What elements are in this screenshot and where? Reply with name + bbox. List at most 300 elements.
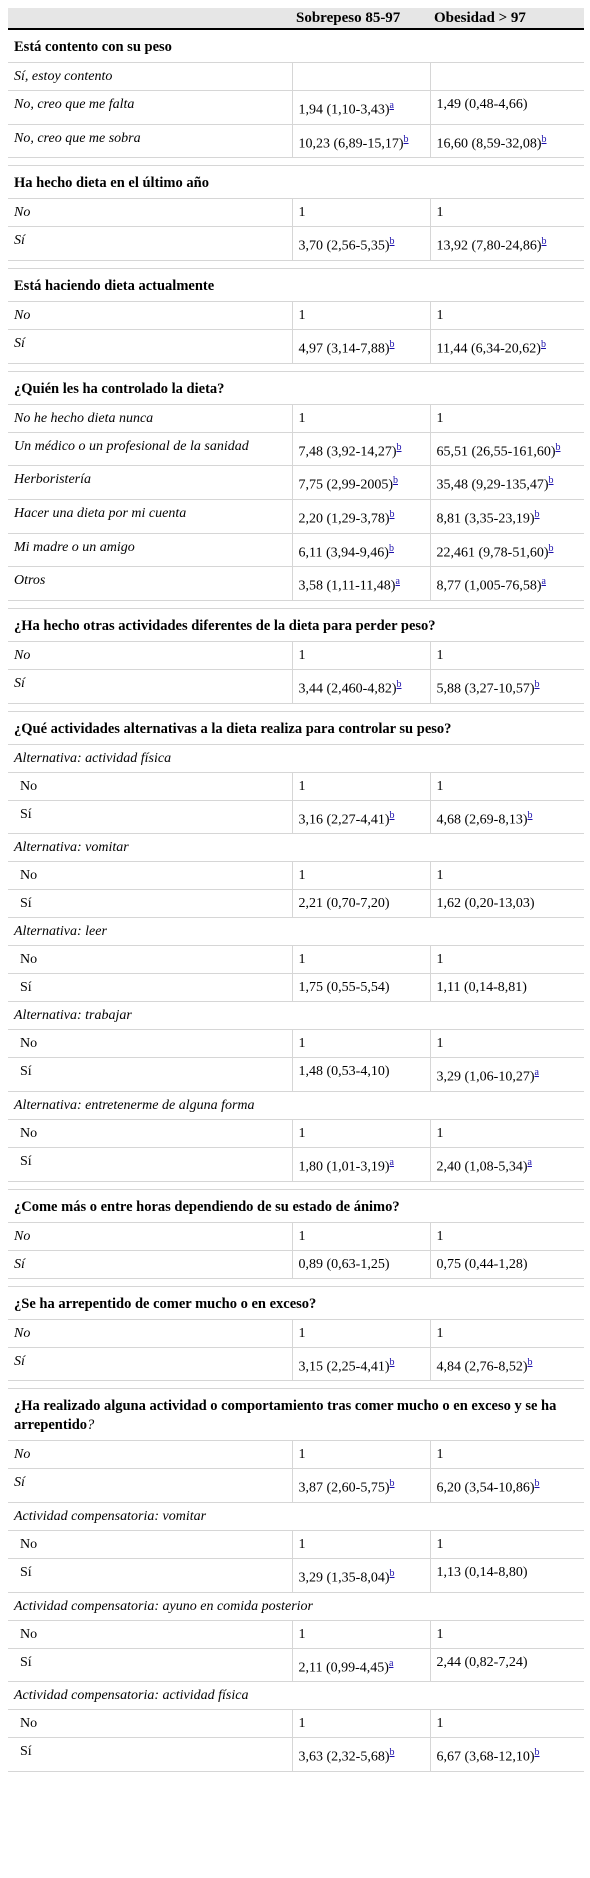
table-header-row bbox=[8, 8, 584, 29]
row-label: No bbox=[8, 301, 292, 329]
footnote-sup bbox=[390, 234, 395, 247]
table-row bbox=[8, 199, 584, 227]
footnote-sup bbox=[549, 473, 554, 486]
table-row bbox=[8, 1441, 584, 1469]
value-sobrepeso-cell bbox=[292, 124, 430, 158]
footnote-link[interactable]: b bbox=[389, 338, 395, 350]
footnote-sup bbox=[393, 473, 398, 486]
row-label: No bbox=[8, 1530, 292, 1558]
row-label: ¿Ha realizado alguna actividad o comportamiento tras comer mucho o en exceso y se ha arrepentido bbox=[14, 1398, 557, 1434]
row-label: Está contento con su peso bbox=[14, 39, 172, 55]
row-label: No bbox=[8, 1222, 292, 1250]
footnote-link[interactable]: b bbox=[389, 1356, 395, 1368]
row-label: No bbox=[8, 1030, 292, 1058]
value-obesidad-cell bbox=[430, 974, 584, 1002]
footnote-link[interactable]: b bbox=[548, 542, 554, 554]
spacer-cell bbox=[8, 363, 584, 371]
value-obesidad: 35,48 (9,29-135,47) bbox=[436, 477, 549, 493]
footnote-link[interactable]: a bbox=[389, 1156, 394, 1168]
value-obesidad-cell bbox=[430, 890, 584, 918]
row-label: Otros bbox=[8, 567, 292, 601]
footnote-link[interactable]: b bbox=[555, 441, 561, 453]
group-title bbox=[8, 1592, 584, 1620]
section-title bbox=[8, 608, 584, 641]
footnote-sup bbox=[390, 1155, 394, 1168]
footnote-link[interactable]: b bbox=[389, 809, 395, 821]
section-header-row bbox=[8, 371, 584, 404]
footnote-sup bbox=[535, 677, 540, 690]
row-label: ¿Ha hecho otras actividades diferentes de la dieta para perder peso? bbox=[14, 617, 436, 634]
value-obesidad-cell bbox=[430, 91, 584, 125]
section-title bbox=[8, 268, 584, 301]
value-sobrepeso: 3,16 (2,27-4,41) bbox=[298, 812, 390, 828]
value-sobrepeso-cell bbox=[292, 1119, 430, 1147]
footnote-sup bbox=[397, 440, 402, 453]
footnote-link[interactable]: b bbox=[540, 338, 546, 350]
spacer-row bbox=[8, 260, 584, 268]
row-label: Sí bbox=[8, 669, 292, 703]
value-obesidad-cell bbox=[430, 1648, 584, 1682]
row-label: Sí bbox=[8, 227, 292, 261]
value-sobrepeso: 3,15 (2,25-4,41) bbox=[298, 1359, 390, 1375]
value-sobrepeso: 7,75 (2,99-2005) bbox=[298, 477, 393, 493]
value-sobrepeso-cell bbox=[292, 91, 430, 125]
value-sobrepeso: 1,75 (0,55-5,54) bbox=[298, 980, 390, 996]
value-obesidad: 1 bbox=[436, 1447, 444, 1463]
value-sobrepeso-cell bbox=[292, 63, 430, 91]
footnote-link[interactable]: a bbox=[527, 1156, 532, 1168]
footnote-sup bbox=[390, 1745, 395, 1758]
value-sobrepeso: 3,44 (2,460-4,82) bbox=[298, 681, 397, 697]
footnote-link[interactable]: b bbox=[393, 475, 398, 487]
footnote-link[interactable]: b bbox=[541, 236, 547, 248]
table-row bbox=[8, 1222, 584, 1250]
value-obesidad: 6,20 (3,54-10,86) bbox=[436, 1480, 535, 1496]
row-label: Herboristería bbox=[8, 466, 292, 500]
value-sobrepeso: 4,97 (3,14-7,88) bbox=[298, 341, 390, 357]
value-obesidad-cell bbox=[430, 1222, 584, 1250]
footnote-link[interactable]: b bbox=[389, 1478, 395, 1490]
value-sobrepeso: 0,89 (0,63-1,25) bbox=[298, 1256, 390, 1272]
value-obesidad-cell bbox=[430, 533, 584, 567]
value-sobrepeso: 1 bbox=[298, 778, 306, 794]
section-title bbox=[8, 1189, 584, 1222]
footnote-sup bbox=[542, 132, 547, 145]
value-obesidad: 1 bbox=[436, 205, 444, 221]
row-label: Sí bbox=[8, 1058, 292, 1092]
row-label: No bbox=[8, 946, 292, 974]
value-sobrepeso-cell bbox=[292, 1441, 430, 1469]
footnote-link[interactable]: b bbox=[527, 809, 533, 821]
row-label: No, creo que me sobra bbox=[8, 124, 292, 158]
footnote-link[interactable]: b bbox=[548, 475, 554, 487]
row-label: No bbox=[8, 1119, 292, 1147]
value-obesidad: 1 bbox=[436, 307, 444, 323]
value-obesidad-cell bbox=[430, 1030, 584, 1058]
value-obesidad: 11,44 (6,34-20,62) bbox=[436, 341, 541, 357]
table-row bbox=[8, 63, 584, 91]
value-sobrepeso: 1 bbox=[298, 410, 306, 426]
footnote-link[interactable]: b bbox=[389, 1567, 395, 1579]
value-obesidad: 1 bbox=[436, 952, 444, 968]
value-obesidad-cell bbox=[430, 1710, 584, 1738]
row-label: Hacer una dieta por mi cuenta bbox=[8, 499, 292, 533]
value-sobrepeso-cell bbox=[292, 499, 430, 533]
row-label: Sí bbox=[8, 1147, 292, 1181]
value-obesidad: 8,81 (3,35-23,19) bbox=[436, 511, 535, 527]
section-header-row bbox=[8, 608, 584, 641]
table-row bbox=[8, 890, 584, 918]
table-row bbox=[8, 1469, 584, 1503]
footnote-link[interactable]: b bbox=[534, 678, 540, 690]
value-sobrepeso: 1 bbox=[298, 1626, 306, 1642]
value-obesidad: 16,60 (8,59-32,08) bbox=[436, 136, 542, 152]
footnote-sup bbox=[390, 98, 394, 111]
row-label: Un médico o un profesional de la sanidad bbox=[8, 432, 292, 466]
table-row bbox=[8, 301, 584, 329]
value-obesidad: 1 bbox=[436, 1325, 444, 1341]
footnote-link[interactable]: b bbox=[534, 1747, 540, 1759]
table-row bbox=[8, 1250, 584, 1278]
value-sobrepeso: 1 bbox=[298, 1228, 306, 1244]
value-obesidad-cell bbox=[430, 1620, 584, 1648]
value-obesidad: 1,62 (0,20-13,03) bbox=[436, 896, 535, 912]
table-row bbox=[8, 641, 584, 669]
group-header-row bbox=[8, 1091, 584, 1119]
row-label: Sí bbox=[8, 1558, 292, 1592]
value-sobrepeso-cell bbox=[292, 1030, 430, 1058]
footnote-sup bbox=[395, 574, 399, 587]
footnote-sup bbox=[390, 1355, 395, 1368]
footnote-link[interactable]: b bbox=[388, 542, 394, 554]
spacer-row bbox=[8, 363, 584, 371]
value-obesidad-cell bbox=[430, 567, 584, 601]
section-header-row bbox=[8, 1189, 584, 1222]
value-sobrepeso-cell bbox=[292, 404, 430, 432]
value-sobrepeso: 6,11 (3,94-9,46) bbox=[298, 545, 389, 561]
row-label: Alternativa: vomitar bbox=[14, 840, 129, 856]
row-label: ¿Quién les ha controlado la dieta? bbox=[14, 380, 225, 397]
value-obesidad: 13,92 (7,80-24,86) bbox=[436, 238, 542, 254]
table-row bbox=[8, 1648, 584, 1682]
value-obesidad-cell bbox=[430, 1738, 584, 1772]
value-obesidad: 4,84 (2,76-8,52) bbox=[436, 1359, 528, 1375]
group-header-row bbox=[8, 834, 584, 862]
footnote-sup bbox=[542, 574, 546, 587]
footnote-sup bbox=[535, 507, 540, 520]
footnote-sup bbox=[535, 1745, 540, 1758]
group-header-row bbox=[8, 1502, 584, 1530]
table-row bbox=[8, 669, 584, 703]
footnote-link[interactable]: a bbox=[534, 1067, 539, 1079]
table-row bbox=[8, 91, 584, 125]
row-label: No bbox=[8, 199, 292, 227]
table-row bbox=[8, 1710, 584, 1738]
row-label: Alternativa: leer bbox=[14, 924, 107, 940]
footnote-sup bbox=[404, 132, 409, 145]
row-label: Alternativa: actividad física bbox=[14, 750, 172, 766]
value-sobrepeso: 3,87 (2,60-5,75) bbox=[298, 1480, 390, 1496]
value-sobrepeso: 1,48 (0,53-4,10) bbox=[298, 1064, 390, 1080]
table-row bbox=[8, 499, 584, 533]
value-obesidad-cell bbox=[430, 329, 584, 363]
row-label: No, creo que me falta bbox=[8, 91, 292, 125]
footnote-link[interactable]: b bbox=[534, 1478, 540, 1490]
value-sobrepeso-cell bbox=[292, 329, 430, 363]
table-row bbox=[8, 772, 584, 800]
row-label: No bbox=[8, 1710, 292, 1738]
value-obesidad-cell bbox=[430, 301, 584, 329]
value-sobrepeso-cell bbox=[292, 1648, 430, 1682]
footnote-link[interactable]: b bbox=[396, 678, 402, 690]
value-obesidad: 1 bbox=[436, 1125, 444, 1141]
value-sobrepeso-cell bbox=[292, 890, 430, 918]
row-label: Está haciendo dieta actualmente bbox=[14, 277, 215, 294]
section-header-row bbox=[8, 268, 584, 301]
value-sobrepeso: 1,80 (1,01-3,19) bbox=[298, 1159, 390, 1175]
table-row bbox=[8, 1147, 584, 1181]
row-label: No he hecho dieta nunca bbox=[8, 404, 292, 432]
value-obesidad: 22,461 (9,78-51,60) bbox=[436, 545, 549, 561]
value-sobrepeso-cell bbox=[292, 800, 430, 834]
value-sobrepeso-cell bbox=[292, 1710, 430, 1738]
section-title bbox=[8, 1286, 584, 1319]
section-title bbox=[8, 29, 584, 63]
footnote-sup bbox=[549, 541, 554, 554]
row-label: Alternativa: trabajar bbox=[14, 1008, 132, 1024]
spacer-cell bbox=[8, 158, 584, 166]
table-row bbox=[8, 800, 584, 834]
value-sobrepeso: 2,20 (1,29-3,78) bbox=[298, 511, 390, 527]
group-title bbox=[8, 1682, 584, 1710]
row-label: No bbox=[8, 1319, 292, 1347]
section-title bbox=[8, 371, 584, 404]
value-obesidad-cell bbox=[430, 1147, 584, 1181]
value-sobrepeso-cell bbox=[292, 432, 430, 466]
footnote-sup bbox=[535, 1065, 539, 1078]
value-sobrepeso-cell bbox=[292, 1147, 430, 1181]
value-obesidad-cell bbox=[430, 800, 584, 834]
footnote-sup bbox=[389, 541, 394, 554]
footnote-link[interactable]: a bbox=[388, 1657, 394, 1669]
row-label: Sí bbox=[8, 1347, 292, 1381]
spacer-cell bbox=[8, 703, 584, 711]
group-title bbox=[8, 1002, 584, 1030]
value-obesidad: 1 bbox=[436, 778, 444, 794]
spacer-row bbox=[8, 703, 584, 711]
value-sobrepeso: 1 bbox=[298, 1125, 306, 1141]
table-row bbox=[8, 227, 584, 261]
footnote-link[interactable]: b bbox=[541, 133, 547, 145]
group-header-row bbox=[8, 918, 584, 946]
row-label: Sí bbox=[8, 890, 292, 918]
label-tail: ? bbox=[87, 1417, 95, 1434]
value-sobrepeso-cell bbox=[292, 946, 430, 974]
group-header-row bbox=[8, 1592, 584, 1620]
value-sobrepeso-cell bbox=[292, 301, 430, 329]
row-label: Sí bbox=[8, 974, 292, 1002]
value-sobrepeso: 2,11 (0,99-4,45) bbox=[298, 1660, 389, 1676]
value-sobrepeso: 1,94 (1,10-3,43) bbox=[298, 102, 390, 118]
value-sobrepeso: 1 bbox=[298, 1447, 306, 1463]
value-obesidad-cell bbox=[430, 124, 584, 158]
footnote-link[interactable]: a bbox=[541, 576, 546, 588]
value-obesidad-cell bbox=[430, 1441, 584, 1469]
footnote-link[interactable]: b bbox=[396, 441, 402, 453]
spacer-cell bbox=[8, 1381, 584, 1389]
footnote-link[interactable]: b bbox=[403, 133, 409, 145]
footnote-link[interactable]: b bbox=[534, 508, 540, 520]
section-title bbox=[8, 166, 584, 199]
section-header-row bbox=[8, 711, 584, 744]
footnote-link[interactable]: b bbox=[527, 1356, 533, 1368]
value-obesidad: 1 bbox=[436, 410, 444, 426]
value-obesidad: 1 bbox=[436, 1716, 444, 1732]
footnote-link[interactable]: b bbox=[389, 508, 395, 520]
footnote-link[interactable]: b bbox=[389, 1747, 395, 1759]
section-title bbox=[8, 1389, 584, 1441]
value-sobrepeso: 3,70 (2,56-5,35) bbox=[298, 238, 390, 254]
value-sobrepeso-cell bbox=[292, 1347, 430, 1381]
value-sobrepeso: 7,48 (3,92-14,27) bbox=[298, 444, 397, 460]
footnote-sup bbox=[397, 677, 402, 690]
value-sobrepeso-cell bbox=[292, 974, 430, 1002]
value-obesidad: 1 bbox=[436, 1228, 444, 1244]
row-label: Actividad compensatoria: vomitar bbox=[14, 1508, 207, 1524]
value-sobrepeso-cell bbox=[292, 1250, 430, 1278]
section-header-row bbox=[8, 1389, 584, 1441]
footnote-sup bbox=[390, 1476, 395, 1489]
value-sobrepeso-cell bbox=[292, 1620, 430, 1648]
spacer-row bbox=[8, 1381, 584, 1389]
footnote-link[interactable]: a bbox=[395, 576, 400, 588]
table-row bbox=[8, 567, 584, 601]
value-sobrepeso-cell bbox=[292, 1469, 430, 1503]
row-label: Ha hecho dieta en el último año bbox=[14, 175, 209, 192]
value-sobrepeso: 1 bbox=[298, 1036, 306, 1052]
value-sobrepeso-cell bbox=[292, 772, 430, 800]
row-label: Sí bbox=[8, 1738, 292, 1772]
value-obesidad-cell bbox=[430, 946, 584, 974]
table-row bbox=[8, 1319, 584, 1347]
value-obesidad-cell bbox=[430, 772, 584, 800]
value-obesidad-cell bbox=[430, 63, 584, 91]
value-sobrepeso: 1 bbox=[298, 647, 306, 663]
value-obesidad-cell bbox=[430, 1119, 584, 1147]
footnote-sup bbox=[528, 1155, 532, 1168]
row-label: No bbox=[8, 772, 292, 800]
table-row bbox=[8, 1347, 584, 1381]
section-header-row bbox=[8, 29, 584, 63]
footnote-link[interactable]: b bbox=[389, 236, 395, 248]
value-sobrepeso-cell bbox=[292, 1319, 430, 1347]
value-sobrepeso-cell bbox=[292, 1058, 430, 1092]
value-obesidad: 3,29 (1,06-10,27) bbox=[436, 1069, 535, 1085]
row-label: Sí bbox=[8, 1648, 292, 1682]
value-obesidad: 4,68 (2,69-8,13) bbox=[436, 812, 528, 828]
row-label: No bbox=[8, 641, 292, 669]
group-title bbox=[8, 1502, 584, 1530]
value-sobrepeso: 3,29 (1,35-8,04) bbox=[298, 1570, 390, 1586]
value-obesidad: 1,49 (0,48-4,66) bbox=[436, 97, 528, 112]
group-header-row bbox=[8, 744, 584, 772]
table-row bbox=[8, 432, 584, 466]
value-sobrepeso: 3,63 (2,32-5,68) bbox=[298, 1749, 390, 1765]
value-obesidad: 0,75 (0,44-1,28) bbox=[436, 1256, 528, 1272]
value-obesidad-cell bbox=[430, 1469, 584, 1503]
value-sobrepeso: 1 bbox=[298, 952, 306, 968]
table-row bbox=[8, 974, 584, 1002]
row-label: Sí bbox=[8, 1250, 292, 1278]
row-label: Sí bbox=[8, 1469, 292, 1503]
group-title bbox=[8, 1091, 584, 1119]
value-obesidad: 2,40 (1,08-5,34) bbox=[436, 1159, 528, 1175]
table-row bbox=[8, 1030, 584, 1058]
value-obesidad-cell bbox=[430, 432, 584, 466]
odds-ratio-table bbox=[8, 8, 584, 1772]
footnote-sup bbox=[556, 440, 561, 453]
table-row bbox=[8, 1620, 584, 1648]
value-obesidad: 1 bbox=[436, 1036, 444, 1052]
group-title bbox=[8, 834, 584, 862]
value-obesidad: 1,13 (0,14-8,80) bbox=[436, 1564, 528, 1580]
group-title bbox=[8, 744, 584, 772]
value-obesidad: 1 bbox=[436, 868, 444, 884]
value-sobrepeso: 3,58 (1,11-11,48) bbox=[298, 578, 396, 594]
value-obesidad-cell bbox=[430, 404, 584, 432]
value-sobrepeso-cell bbox=[292, 862, 430, 890]
table-row bbox=[8, 466, 584, 500]
value-sobrepeso-cell bbox=[292, 199, 430, 227]
value-sobrepeso: 1 bbox=[298, 205, 306, 221]
section-header-row bbox=[8, 166, 584, 199]
section-header-row bbox=[8, 1286, 584, 1319]
group-header-row bbox=[8, 1002, 584, 1030]
value-obesidad: 5,88 (3,27-10,57) bbox=[436, 681, 535, 697]
value-obesidad: 1 bbox=[436, 1536, 444, 1552]
table-row bbox=[8, 1530, 584, 1558]
value-obesidad-cell bbox=[430, 1347, 584, 1381]
table-row bbox=[8, 946, 584, 974]
value-sobrepeso: 1 bbox=[298, 307, 306, 323]
row-label: Actividad compensatoria: ayuno en comida posterior bbox=[14, 1598, 314, 1614]
row-label: ¿Se ha arrepentido de comer mucho o en exceso? bbox=[14, 1295, 317, 1312]
spacer-cell bbox=[8, 600, 584, 608]
footnote-sup bbox=[390, 337, 395, 350]
footnote-link[interactable]: a bbox=[389, 100, 394, 111]
footnote-sup bbox=[535, 1476, 540, 1489]
group-title bbox=[8, 918, 584, 946]
table-row bbox=[8, 329, 584, 363]
spacer-cell bbox=[8, 260, 584, 268]
value-obesidad-cell bbox=[430, 1250, 584, 1278]
value-obesidad-cell bbox=[430, 1558, 584, 1592]
value-sobrepeso-cell bbox=[292, 1558, 430, 1592]
value-obesidad-cell bbox=[430, 1058, 584, 1092]
table-row bbox=[8, 404, 584, 432]
value-sobrepeso-cell bbox=[292, 1222, 430, 1250]
value-obesidad: 1 bbox=[436, 1626, 444, 1642]
footnote-sup bbox=[390, 1566, 395, 1579]
footnote-sup bbox=[528, 808, 533, 821]
row-label: Actividad compensatoria: actividad física bbox=[14, 1688, 249, 1704]
spacer-cell bbox=[8, 1278, 584, 1286]
value-obesidad-cell bbox=[430, 466, 584, 500]
value-sobrepeso-cell bbox=[292, 1530, 430, 1558]
footnote-sup bbox=[389, 1656, 393, 1669]
row-label: Sí, estoy contento bbox=[8, 63, 292, 91]
value-obesidad: 6,67 (3,68-12,10) bbox=[436, 1749, 535, 1765]
